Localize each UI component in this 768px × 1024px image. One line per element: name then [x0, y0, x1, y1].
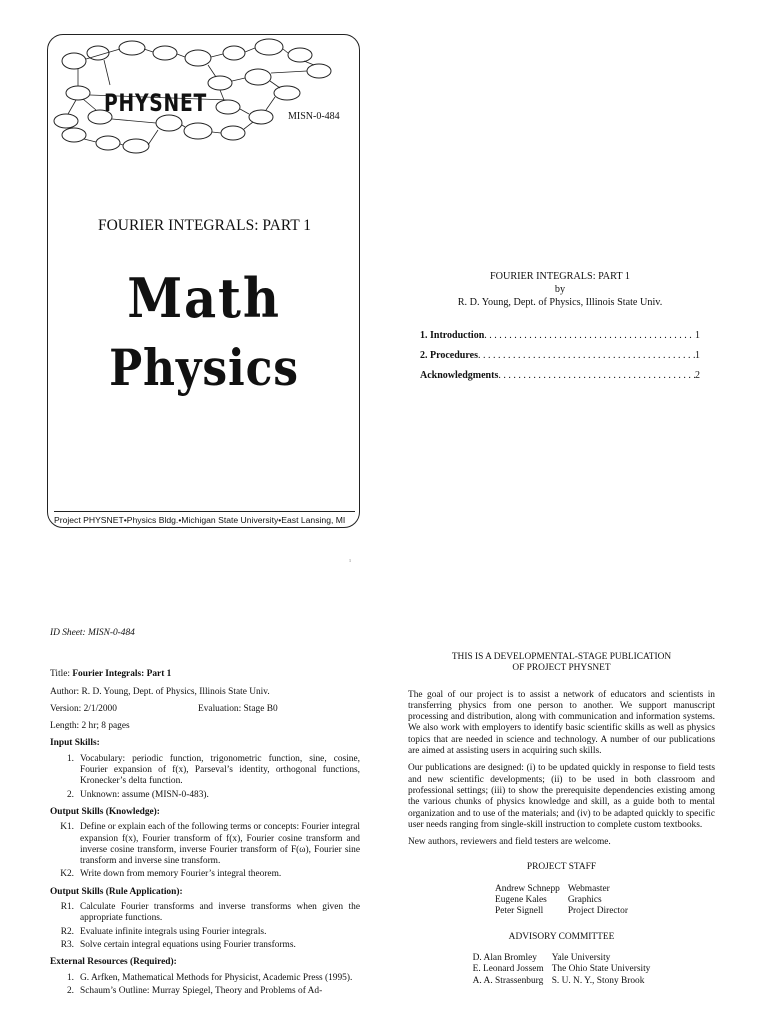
length: Length: 2 hr; 8 pages: [50, 721, 130, 732]
toc-label: 1. Introduction: [420, 330, 485, 341]
notice-heading-1: THIS IS A DEVELOPMENTAL-STAGE PUBLICATION: [451, 652, 672, 662]
toc-label: Acknowledgments: [420, 370, 499, 381]
list-item: K2. Write down from memory Fourier’s integral theorem.: [60, 869, 282, 880]
id-sheet-label: ID Sheet: MISN-0-484: [50, 628, 135, 638]
staff-name: Andrew Schnepp: [495, 883, 560, 894]
advisor-org: The Ohio State University: [551, 964, 651, 975]
physnet-logo: PHYSNET: [104, 89, 208, 117]
title-key: Title:: [50, 669, 70, 680]
cover-title: FOURIER INTEGRALS: PART 1: [97, 217, 312, 234]
title-page-title: FOURIER INTEGRALS: PART 1: [489, 271, 631, 282]
staff-heading: PROJECT STAFF: [526, 862, 597, 873]
toc-entry[interactable]: [420, 350, 700, 361]
toc-entry[interactable]: [420, 330, 700, 341]
staff-role: Webmaster: [567, 883, 610, 894]
module-number: MISN-0-484: [288, 111, 340, 122]
advisor-org: S. U. N. Y., Stony Brook: [551, 975, 645, 986]
toc-page: 1: [695, 330, 700, 341]
staff-name: Eugene Kales: [495, 895, 547, 906]
title-page-by: by: [554, 284, 566, 295]
toc-entry[interactable]: [420, 370, 700, 381]
external-heading: External Resources (Required):: [50, 957, 177, 968]
title-page-author: R. D. Young, Dept. of Physics, Illinois State Univ.: [457, 297, 663, 308]
knowledge-heading: Output Skills (Knowledge):: [50, 806, 160, 817]
list-item: K1. Define or explain each of the following terms or concepts: Fourier integral expansion f(x), Fourier transform of f(x), Fourier cosine transform and inverse cosine transform, inverse Fourier transform of F(ω), Fourier sine transform and inverse sine transform.: [60, 822, 360, 867]
advisor-name: D. Alan Bromley: [472, 952, 537, 963]
list-item: 1. G. Arfken, Mathematical Methods for Physicist, Academic Press (1995).: [66, 972, 353, 983]
advisor-name: E. Leonard Jossem: [472, 964, 544, 975]
staff-role: Graphics: [567, 895, 602, 906]
toc-page: 1: [695, 350, 700, 361]
notice-heading-2: OF PROJECT PHYSNET: [512, 663, 611, 674]
title-value: Fourier Integrals: Part 1: [72, 669, 172, 680]
advisor-org: Yale University: [551, 952, 611, 963]
toc-label: 2. Procedures: [420, 350, 478, 361]
list-item: R2. Evaluate infinite integrals using Fourier integrals.: [60, 926, 267, 937]
blackletter-line-1: Math: [127, 267, 281, 331]
page-number: 1: [349, 558, 351, 563]
rule-heading: Output Skills (Rule Application):: [50, 886, 183, 897]
list-item: 1. Vocabulary: periodic function, trigonometric function, sine, cosine, Fourier expansion of f(x), Parseval’s identity, orthogonal functions, Kronecker’s delta function.: [66, 753, 360, 787]
id-sheet: [50, 628, 360, 999]
goal-paragraph: The goal of our project is to assist a network of educators and scientists in transferring physics from one person to another. We support manuscript processing and distribution, along with communication and information systems. We also work with employers to identify basic scientific skills as well as physics topics that are needed in science and technology. A number of our publications are aimed at assisting users in acquiring such skills.: [408, 689, 715, 757]
blackletter-line-2: Physics: [109, 339, 299, 397]
title-page: [420, 270, 700, 381]
list-item: R3. Solve certain integral equations using Fourier transforms.: [60, 939, 296, 950]
version: Version: 2/1/2000: [50, 703, 117, 714]
list-item: 2. Unknown: assume (MISN-0-483).: [66, 789, 209, 800]
toc-page: 2: [695, 370, 700, 381]
design-paragraph: Our publications are designed: (i) to be updated quickly in response to field tests and new scientific developments; (ii) to be used in both classroom and professional settings; (iii) to show the prerequisite dependencies existing among the various chunks of physics knowledge and skill, as a guide both to mental organization and to use of the materials; and (iv) to be adapted quickly to specific user needs ranging from single-skill instruction to complete custom textbooks.: [408, 763, 715, 830]
staff-name: Peter Signell: [495, 906, 544, 917]
advisor-name: A. A. Strassenburg: [472, 975, 544, 986]
advisory-heading: ADVISORY COMMITTEE: [508, 931, 615, 942]
list-item: 2. Schaum’s Outline: Murray Spiegel, Theory and Problems of Ad-: [66, 985, 323, 996]
list-item: R1. Calculate Fourier transforms and inverse transforms when given the appropriate functions.: [60, 902, 360, 924]
advisory-table: [408, 953, 715, 987]
cover-footer: Project PHYSNET•Physics Bldg.•Michigan State University•East Lansing, MI: [54, 511, 355, 525]
staff-role: Project Director: [567, 906, 628, 917]
input-skills-heading: Input Skills:: [50, 738, 100, 749]
evaluation: Evaluation: Stage B0: [198, 703, 278, 714]
version-row: [50, 704, 360, 715]
author-line: Author: R. D. Young, Dept. of Physics, Illinois State Univ.: [50, 686, 270, 697]
math-physics-blackletter: [48, 267, 361, 397]
cover-card: [47, 34, 360, 528]
developmental-notice: [408, 652, 715, 987]
staff-table: [408, 884, 715, 918]
id-title-row: [50, 669, 360, 680]
welcome-paragraph: New authors, reviewers and field testers are welcome.: [408, 837, 611, 848]
